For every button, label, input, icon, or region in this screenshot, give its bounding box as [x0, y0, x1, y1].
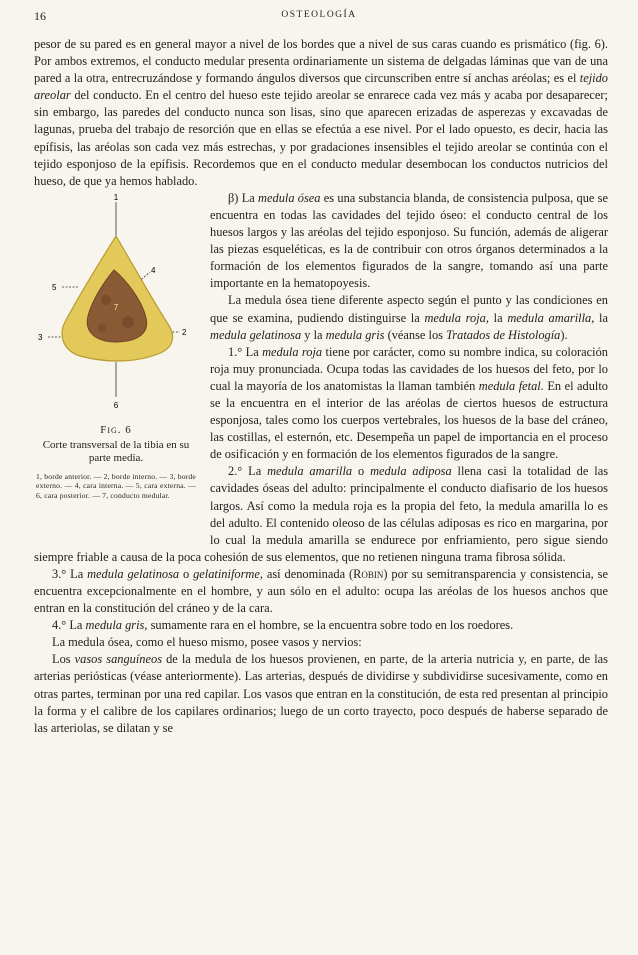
label-7: 7 — [113, 302, 119, 312]
figure-legend: 1, borde anterior. — 2, borde interno. — 3, borde externo. — 4, cara interna. — 5, cara externa. — 6, cara posterior. — 7, conducto medular. — [36, 471, 196, 500]
paragraph-vasos-sanguineos: Los vasos sanguíneos de la medula de los huesos provienen, en parte, de la arteria nutricia y, en parte, de las arterias periósticas (véase anteriormente). Las arterias, después de dividirse y subdividirse sucesivamente, como en otras partes, terminan por una red capilar. Los vasos que entran en la constitución, de esta red presentan al principio la forma y el calibre de los capilares ordinarios; luego de un corto trayecto, poco después de haberse separado de las arteriolas, se dilatan y se — [34, 652, 608, 735]
paragraph-medula-gris: 4.° La medula gris, sumamente rara en el hombre, se la encuentra sobre todo en los roedores. — [52, 618, 514, 633]
paragraph-medula-roja: 1.° La medula roja tiene por carácter, como su nombre indica, su coloración roja muy pronunciada. Ocupa todas las cavidades de los huesos del feto, por lo cual la mayoría de los anatomistas la llaman también medula fetal. En el adulto se la encuentra en el interior de las aréolas de ciertos huesos de estructura esponjosa, tales como los cuerpos vertebrales, los huesos de la base del cráneo, las costillas, el esternón, etc. Desempeña un papel de importancia en el proceso de osificación y en formación de los elementos figurados de la sangre. — [210, 344, 608, 462]
paragraph-medula-amarilla: 2.° La medula amarilla o medula adiposa llena casi la totalidad de las cavidades óseas del adulto: principalmente el conducto diafisario de los huesos largos. Así como la medula roja es la propia del feto, la medula amarilla lo es del adulto. El contenido oleoso de las células adiposas es rico en margarina, por lo cual la medula amarilla se endurece por enfriamiento, pero sigue siendo siempre friable a causa de la poca cohesión de sus elementos, que no retienen ninguna trama fibrosa sólida. — [34, 464, 609, 564]
label-1: 1 — [113, 192, 119, 202]
running-title: OSTEOLOGÍA — [281, 10, 357, 20]
label-4: 4 — [151, 265, 156, 275]
label-2: 2 — [182, 327, 187, 337]
label-5: 5 — [52, 282, 57, 292]
page-header — [0, 6, 638, 26]
paragraph-vasos-nervios: La medula ósea, como el hueso mismo, posee vasos y nervios: — [52, 635, 362, 650]
page-number: 16 — [34, 9, 46, 23]
figure-number: Fig. 6 — [100, 423, 132, 436]
figure-6 — [32, 192, 200, 547]
figure-caption — [32, 424, 200, 465]
paragraph-tipos-medula: La medula ósea tiene diferente aspecto según el punto y las condiciones en que se examina, pudiendo distinguirse la medula roja, la medula amarilla, la medula gelatinosa y la medula gris (véanse los Tratados de Histología). — [210, 293, 609, 342]
label-3: 3 — [38, 332, 43, 342]
label-6: 6 — [113, 400, 119, 410]
tibia-cross-section-illustration — [32, 192, 200, 422]
paragraph-medula-osea: β) La medula ósea es una substancia blanda, de consistencia pulposa, que se encuentra en todas las cavidades del tejido óseo: el conducto central de los huesos largos y las aréolas del tejido esponjoso. Su función, además de aligerar las piezas esqueléticas, es la de contribuir con otros órganos determinados a la formación de los elementos figurados de la sangre, tomando así una parte importante en la hematopoyesis. — [210, 190, 608, 291]
figure-caption-text: Corte transversal de la tibia en su parte media. — [42, 438, 190, 464]
body-text — [34, 36, 608, 737]
paragraph-medula-gelatinosa: 3.° La medula gelatinosa o gelatiniforme, así denominada (Robin) por su semitransparencia y consistencia, se encuentra excepcionalmente en el hombre, y aun sólo en el adulto: ocupa las aréolas de los huesos anchos que entran en la constitución del cráneo y de la cara. — [34, 566, 608, 616]
paragraph-conducto: pesor de su pared es en general mayor a nivel de los bordes que a nivel de sus caras cuando es prismático (fig. 6). Por ambos extremos, el conducto medular presenta ordinariamente un sistema de delgadas láminas que van de una pared a la otra, entrecruzándose y formando ángulos diversos que circunscriben entre sí anchas aréolas; es el tejido areolar del conducto. En el centro del hueso este tejido areolar se enrarece cada vez más y acaba por desaparecer; sin embargo, las paredes del conducto nunca son lisas, sino que aparecen erizadas de asperezas y excavadas de lagunas, prueba del trabajo de resorción que en ellas se efectúa a ese nivel. Por el lado opuesto, es decir, hacia las epífisis, las aréolas son cada vez más estrechas, y por gradaciones insensibles el tejido areolar se continúa con el tejido esponjoso de la epífisis. Recordemos que en el conducto medular desembocan los conductos nutricios del hueso, de que ya hemos hablado. — [34, 37, 608, 188]
